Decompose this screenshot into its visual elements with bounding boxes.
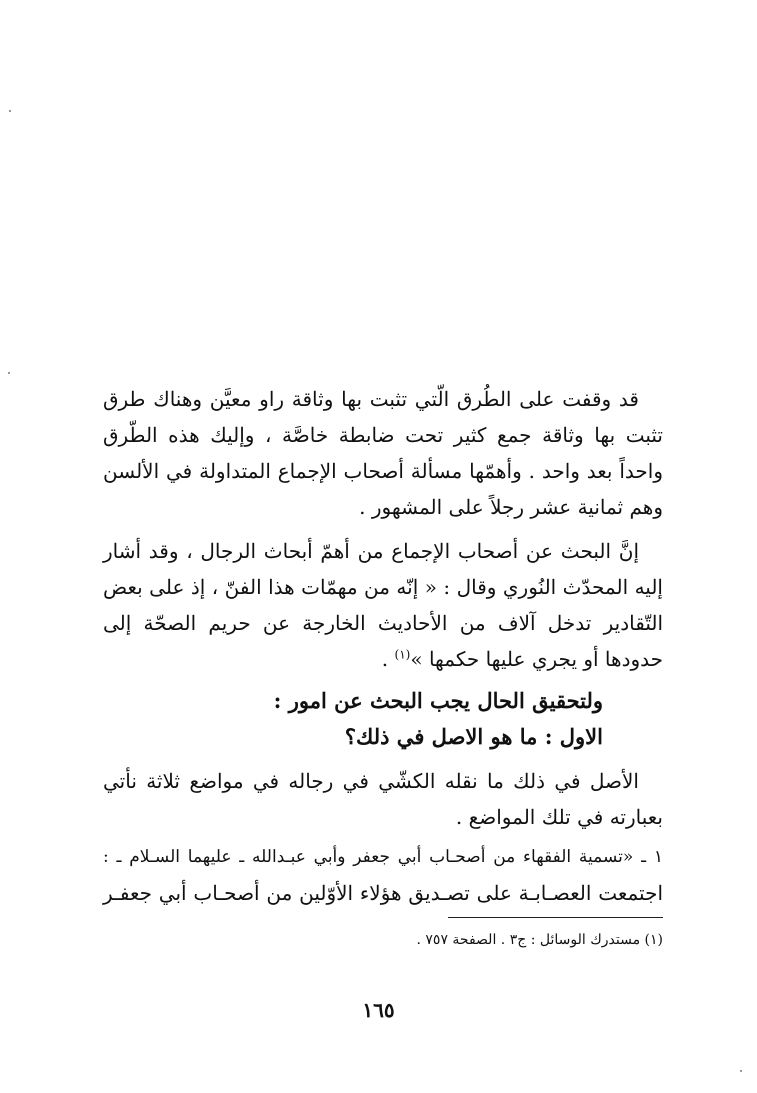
page-number: ١٦٥ xyxy=(362,998,395,1022)
footnote-ref: (١) xyxy=(394,647,411,662)
heading-inquiry: ولتحقيق الحال يجب البحث عن امور : xyxy=(273,688,603,713)
paragraph-ijma-tail: . xyxy=(381,647,395,671)
scan-speck xyxy=(8,372,10,374)
list-item-1-line-2: اجتمعت العصـابـة على تصـديق هؤلاء الأوّلين من أصحـاب أبي جعفـر xyxy=(103,881,663,905)
list-item-1-line-1: ١ ـ «تسمية الفقهاء من أصحـاب أبي جعفر وأبي عبـدالله ـ عليهما السـلام ـ : xyxy=(103,847,663,867)
scan-speck xyxy=(9,110,11,112)
paragraph-origin: الأصل في ذلك ما نقله الكشّي في رجاله في مواضع ثلاثة نأتي بعبارته في تلك المواضع . xyxy=(103,769,663,829)
main-text xyxy=(103,381,663,911)
heading-first-question: الاول : ما هو الاصل في ذلك؟ xyxy=(344,724,603,749)
footnote-divider xyxy=(448,917,663,918)
footnote: (١) مستدرك الوسائل : ج٣ . الصفحة ٧٥٧ . xyxy=(416,932,663,948)
paragraph-intro: قد وقفت على الطُرق الّتي تثبت بها وثاقة راو معيَّن وهناك طرق تثبت بها وثاقة جمع كثير تحت ضابطة خاصَّة ، وإليك هذه الطّرق واحداً بعد واحد . وأهمّها مسألة أصحاب الإجماع المتداولة في الألسن وهم ثمانية عشر رجلاً على المشهور . xyxy=(103,387,663,519)
scan-speck xyxy=(740,1070,742,1072)
paragraph-ijma xyxy=(103,533,663,677)
paragraph-ijma-text: إنَّ البحث عن أصحاب الإجماع من أهمّ أبحاث الرجال ، وقد أشار إليه المحدّث النُوري وقال : « إنّه من مهمّات هذا الفنّ ، إذ على بعض التّقادير تدخل آلاف من الأحاديث الخارجة عن حريم الصحّة إلى حدودها أو يجري عليها حكمها » xyxy=(103,539,663,671)
